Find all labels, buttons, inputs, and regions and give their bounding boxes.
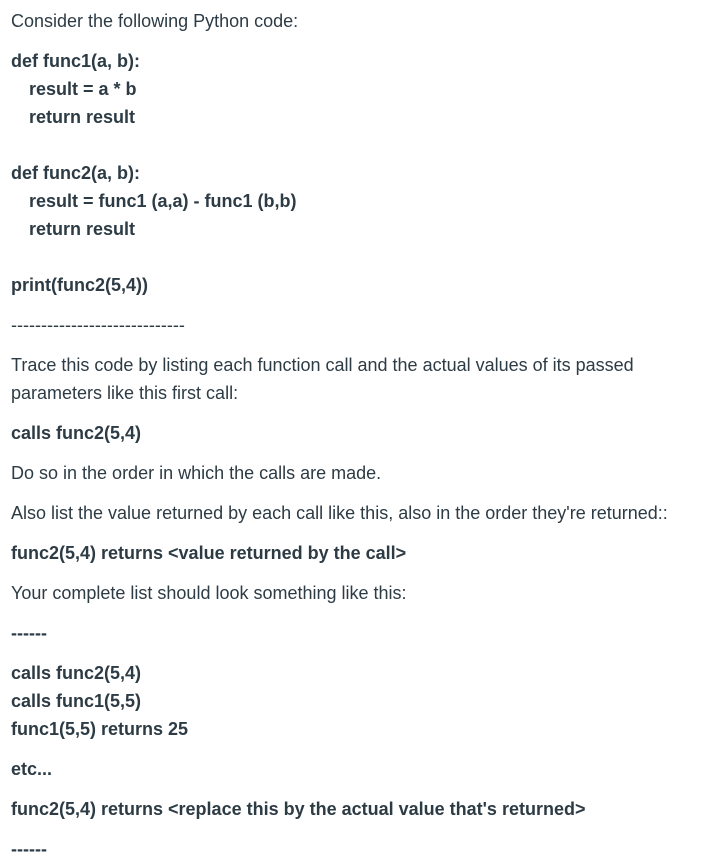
func2-body-line: result = func1 (a,a) - func1 (b,b) [29,191,297,211]
separator: ------ [11,623,47,643]
example-list-item: func1(5,5) returns 25 [11,719,189,739]
separator: ------ [11,839,47,859]
func2-definition: def func2(a, b): [11,163,140,183]
separator: ----------------------------- [11,315,185,335]
func2-return-line: return result [29,219,136,239]
func1-return-line: return result [29,107,136,127]
list-note: Your complete list should look something like this: [11,583,407,603]
print-line: print(func2(5,4)) [11,275,148,295]
trace-instruction-line2: parameters like this first call: [11,383,239,403]
example-list-item: calls func1(5,5) [11,691,142,711]
return-note: Also list the value returned by each call like this, also in the order they're returned:: [11,503,668,523]
intro-text: Consider the following Python code: [11,11,299,31]
func1-definition: def func1(a, b): [11,51,140,71]
example-list-item: calls func2(5,4) [11,663,142,683]
etc-text: etc... [11,759,53,779]
first-call-example: calls func2(5,4) [11,423,142,443]
trace-instruction-line1: Trace this code by listing each function call and the actual values of its passed [11,355,634,375]
func1-body-line: result = a * b [29,79,137,99]
return-example: func2(5,4) returns <value returned by the call> [11,543,407,563]
final-example-line: func2(5,4) returns <replace this by the actual value that's returned> [11,799,586,819]
order-note: Do so in the order in which the calls are made. [11,463,382,483]
